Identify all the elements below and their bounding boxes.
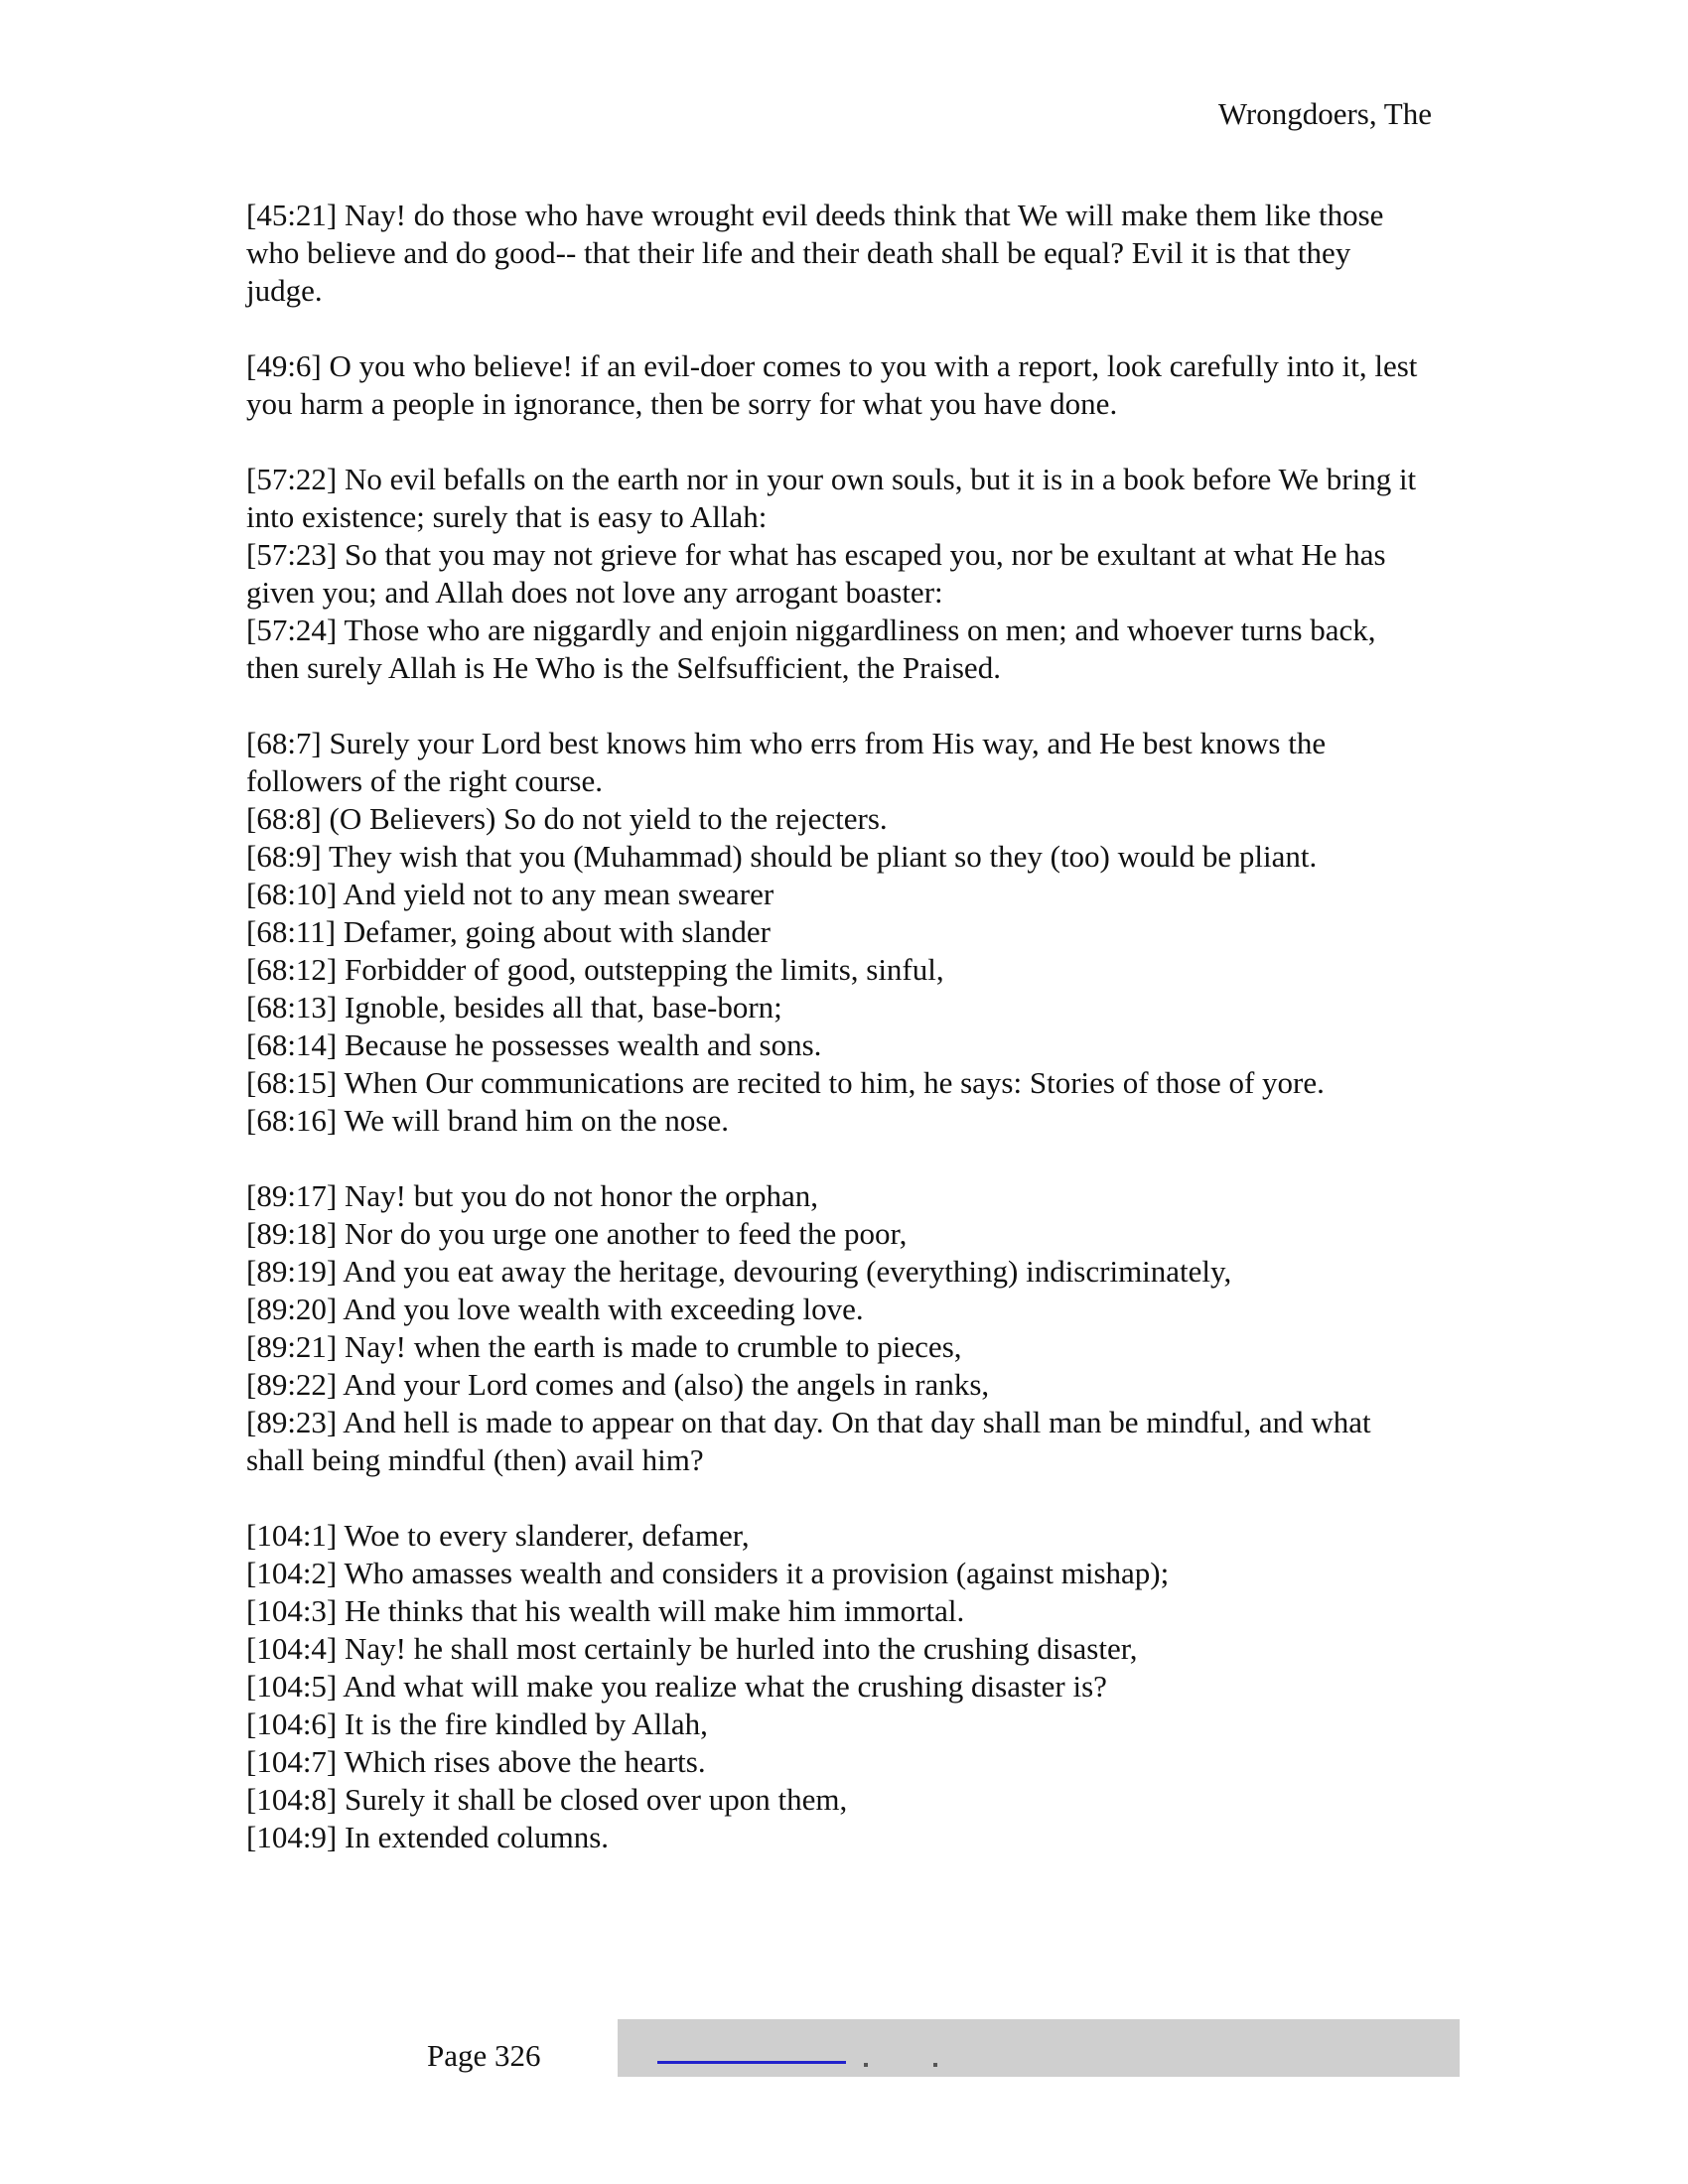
verse-104-6: [104:6] It is the fire kindled by Allah, (246, 1706, 708, 1741)
verse-68-14: [68:14] Because he possesses wealth and sons. (246, 1027, 822, 1062)
verse-group-49 (246, 347, 1428, 423)
verse-104-4: [104:4] Nay! he shall most certainly be hurled into the crushing disaster, (246, 1631, 1138, 1666)
verse-group-57 (246, 461, 1428, 687)
page-number: Page 326 (427, 2038, 541, 2073)
footer-bar (618, 2019, 1460, 2077)
footer-dot-mark (933, 2063, 937, 2067)
verse-104-1: [104:1] Woe to every slanderer, defamer, (246, 1518, 750, 1553)
verse-group-68 (246, 725, 1428, 1140)
page-body (246, 197, 1428, 1894)
verse-89-19: [89:19] And you eat away the heritage, devouring (everything) indiscriminately, (246, 1254, 1232, 1289)
verse-104-3: [104:3] He thinks that his wealth will make him immortal. (246, 1593, 965, 1628)
verse-group-89 (246, 1177, 1428, 1479)
footer-dot-mark (864, 2063, 868, 2067)
verse-89-18: [89:18] Nor do you urge one another to feed the poor, (246, 1216, 908, 1251)
verse-89-22: [89:22] And your Lord comes and (also) the angels in ranks, (246, 1367, 990, 1402)
verse-68-12: [68:12] Forbidder of good, outstepping the limits, sinful, (246, 952, 944, 987)
running-header: Wrongdoers, The (1217, 96, 1432, 131)
verse-68-13: [68:13] Ignoble, besides all that, base-born; (246, 990, 782, 1024)
verse-57-22: [57:22] No evil befalls on the earth nor in your own souls, but it is in a book before We bring it into existence; surely that is easy to Allah: (246, 462, 1417, 534)
verse-89-17: [89:17] Nay! but you do not honor the orphan, (246, 1178, 818, 1213)
verse-104-8: [104:8] Surely it shall be closed over upon them, (246, 1782, 848, 1817)
verse-68-9: [68:9] They wish that you (Muhammad) should be pliant so they (too) would be pliant. (246, 839, 1318, 874)
verse-57-24: [57:24] Those who are niggardly and enjoin niggardliness on men; and whoever turns back, then surely Allah is He Who is the Selfsufficient, the Praised. (246, 613, 1376, 685)
verse-89-20: [89:20] And you love wealth with exceeding love. (246, 1292, 864, 1326)
verse-group-104 (246, 1517, 1428, 1856)
verse-104-5: [104:5] And what will make you realize what the crushing disaster is? (246, 1669, 1107, 1704)
verse-104-2: [104:2] Who amasses wealth and considers it a provision (against mishap); (246, 1556, 1170, 1590)
verse-104-9: [104:9] In extended columns. (246, 1820, 610, 1854)
verse-89-23: [89:23] And hell is made to appear on that day. On that day shall man be mindful, and what shall being mindful (then) avail him? (246, 1405, 1371, 1477)
verse-49-6: [49:6] O you who believe! if an evil-doer comes to you with a report, look carefully into it, lest you harm a people in ignorance, then be sorry for what you have done. (246, 348, 1418, 421)
verse-68-10: [68:10] And yield not to any mean swearer (246, 877, 774, 911)
verse-68-11: [68:11] Defamer, going about with slander (246, 914, 771, 949)
verse-68-7: [68:7] Surely your Lord best knows him who errs from His way, and He best knows the followers of the right course. (246, 726, 1327, 798)
verse-68-15: [68:15] When Our communications are recited to him, he says: Stories of those of yore. (246, 1065, 1325, 1100)
verse-68-16: [68:16] We will brand him on the nose. (246, 1103, 729, 1138)
verse-57-23: [57:23] So that you may not grieve for what has escaped you, nor be exultant at what He has given you; and Allah does not love any arrogant boaster: (246, 537, 1386, 610)
verse-group-45 (246, 197, 1428, 310)
verse-89-21: [89:21] Nay! when the earth is made to crumble to pieces, (246, 1329, 962, 1364)
footer-link-underline[interactable] (657, 2061, 846, 2064)
verse-68-8: [68:8] (O Believers) So do not yield to the rejecters. (246, 801, 888, 836)
verse-45-21: [45:21] Nay! do those who have wrought evil deeds think that We will make them like those who believe and do good-- that their life and their death shall be equal? Evil it is that they judge. (246, 198, 1384, 308)
verse-104-7: [104:7] Which rises above the hearts. (246, 1744, 706, 1779)
